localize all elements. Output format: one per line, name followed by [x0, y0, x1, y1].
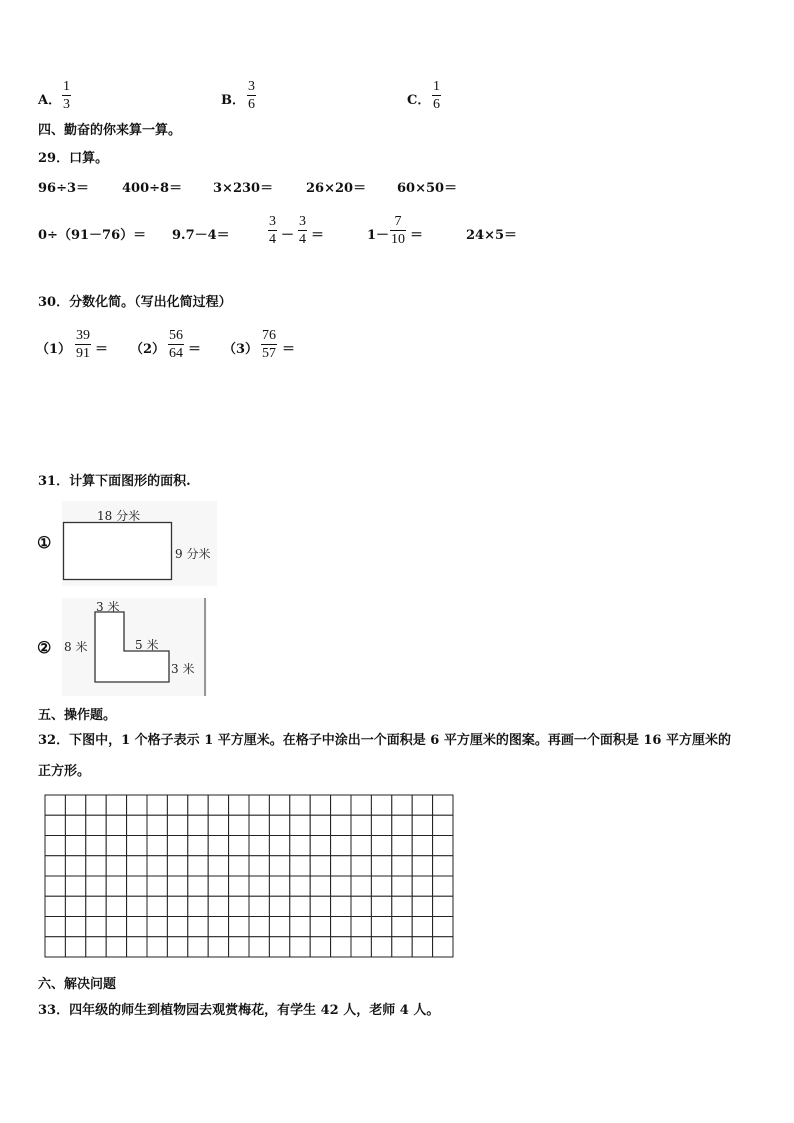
grid-cell[interactable]	[310, 856, 330, 876]
q29-frac-b	[298, 213, 307, 248]
q29-expr-1: 96÷3＝	[38, 181, 90, 196]
grid-cell[interactable]	[310, 876, 330, 896]
grid-cell[interactable]	[188, 876, 208, 896]
q30-frac-3-den: 57	[262, 346, 276, 361]
grid-cell[interactable]	[188, 896, 208, 916]
section-5-title: 五、操作题。	[38, 708, 117, 723]
grid-cell[interactable]	[249, 937, 269, 957]
grid-cell[interactable]	[269, 856, 289, 876]
fig1-rectangle-figure	[62, 501, 217, 586]
q29-expr-3: 3×230＝	[213, 181, 274, 196]
grid-cell[interactable]	[371, 917, 391, 937]
q30-frac-2-num: 56	[169, 328, 183, 343]
grid-cell[interactable]	[188, 917, 208, 937]
grid-cell[interactable]	[249, 876, 269, 896]
grid-cell[interactable]	[45, 856, 65, 876]
grid-cell[interactable]	[188, 856, 208, 876]
choice-b-denominator: 6	[248, 97, 255, 112]
grid-cell[interactable]	[86, 815, 106, 835]
grid-cell[interactable]	[167, 917, 187, 937]
grid-cell[interactable]	[290, 795, 310, 815]
grid-cell[interactable]	[269, 917, 289, 937]
grid-cell[interactable]	[188, 937, 208, 957]
grid-cell[interactable]	[167, 815, 187, 835]
grid-cell[interactable]	[331, 836, 351, 856]
grid-cell[interactable]	[269, 815, 289, 835]
q32-line-2: 正方形。	[38, 764, 91, 779]
grid-cell[interactable]	[106, 876, 126, 896]
grid-cell[interactable]	[45, 836, 65, 856]
grid-cell[interactable]	[412, 795, 432, 815]
grid-cell[interactable]	[310, 917, 330, 937]
grid-cell[interactable]	[249, 856, 269, 876]
grid-cell[interactable]	[127, 896, 147, 916]
grid-cell[interactable]	[310, 815, 330, 835]
grid-cell[interactable]	[127, 876, 147, 896]
grid-cell[interactable]	[167, 937, 187, 957]
grid-cell[interactable]	[188, 836, 208, 856]
grid-cell[interactable]	[392, 937, 412, 957]
grid-cell[interactable]	[127, 815, 147, 835]
grid-cell[interactable]	[412, 896, 432, 916]
choice-a-letter: A．	[38, 93, 62, 108]
grid-cell[interactable]	[45, 917, 65, 937]
grid-cell[interactable]	[65, 795, 85, 815]
grid-cell[interactable]	[208, 876, 228, 896]
grid-cell[interactable]	[167, 896, 187, 916]
grid-cell[interactable]	[290, 836, 310, 856]
grid-cell[interactable]	[331, 795, 351, 815]
grid-cell[interactable]	[290, 876, 310, 896]
section-6-title: 六、解决问题	[38, 977, 117, 992]
grid-cell[interactable]	[310, 795, 330, 815]
grid-cell[interactable]	[371, 815, 391, 835]
grid-cell[interactable]	[392, 917, 412, 937]
grid-cell[interactable]	[249, 917, 269, 937]
grid-cell[interactable]	[351, 876, 371, 896]
q29-one-minus: 1－	[367, 228, 390, 243]
q29-title: 29．口算。	[38, 151, 109, 166]
grid-cell[interactable]	[351, 795, 371, 815]
grid-cell[interactable]	[371, 896, 391, 916]
grid-cell[interactable]	[351, 815, 371, 835]
grid-cell[interactable]	[106, 856, 126, 876]
choice-b-fraction	[247, 78, 256, 113]
grid-cell[interactable]	[45, 795, 65, 815]
grid-cell[interactable]	[127, 795, 147, 815]
grid-cell[interactable]	[269, 896, 289, 916]
grid-cell[interactable]	[229, 937, 249, 957]
grid-cell[interactable]	[208, 856, 228, 876]
grid-cell[interactable]	[106, 937, 126, 957]
grid-cell[interactable]	[86, 876, 106, 896]
grid-cell[interactable]	[45, 896, 65, 916]
grid-cell[interactable]	[269, 836, 289, 856]
grid-cell[interactable]	[188, 815, 208, 835]
q29-frac-c-den: 10	[391, 232, 405, 247]
grid-cell[interactable]	[351, 896, 371, 916]
grid-cell[interactable]	[290, 937, 310, 957]
grid-cell[interactable]	[229, 815, 249, 835]
grid-cell[interactable]	[127, 917, 147, 937]
grid-cell[interactable]	[351, 917, 371, 937]
grid-cell[interactable]	[269, 795, 289, 815]
q29-frac-a-num: 3	[269, 214, 276, 229]
grid-cell[interactable]	[392, 836, 412, 856]
q30-title: 30．分数化简。（写出化简过程）	[38, 295, 232, 310]
grid-cell[interactable]	[167, 795, 187, 815]
grid-cell[interactable]	[310, 937, 330, 957]
grid-cell[interactable]	[290, 896, 310, 916]
grid-cell[interactable]	[412, 856, 432, 876]
grid-cell[interactable]	[147, 795, 167, 815]
choice-b-numerator: 3	[248, 79, 255, 94]
grid-cell[interactable]	[412, 836, 432, 856]
grid-cell[interactable]	[188, 795, 208, 815]
grid-cell[interactable]	[147, 917, 167, 937]
q30-frac-1-num: 39	[76, 328, 90, 343]
grid-cell[interactable]	[433, 836, 453, 856]
grid-cell[interactable]	[412, 815, 432, 835]
q29-frac-b-num: 3	[299, 214, 306, 229]
grid-cell[interactable]	[249, 795, 269, 815]
grid-cell[interactable]	[229, 917, 249, 937]
grid-cell[interactable]	[147, 896, 167, 916]
choice-b-letter: B．	[221, 93, 245, 108]
grid-cell[interactable]	[229, 876, 249, 896]
section-4-title: 四、勤奋的你来算一算。	[38, 123, 182, 138]
q29-frac-a-den: 4	[269, 232, 276, 247]
grid-cell[interactable]	[412, 937, 432, 957]
fig1-rect	[64, 523, 172, 580]
fig2-marker: ②	[37, 638, 52, 657]
q30-eq-3: ＝	[282, 342, 296, 357]
grid-cell[interactable]	[371, 836, 391, 856]
choice-c-fraction	[432, 78, 441, 113]
grid-cell[interactable]	[65, 836, 85, 856]
grid-cell[interactable]	[249, 815, 269, 835]
grid-cell[interactable]	[208, 937, 228, 957]
q32-line-1: 32．下图中，1 个格子表示 1 平方厘米。在格子中涂出一个面积是 6 平方厘米的图案。再画一个面积是 16 平方厘米的	[38, 733, 731, 748]
grid-cell[interactable]	[371, 937, 391, 957]
grid-cell[interactable]	[208, 896, 228, 916]
q31-title: 31．计算下面图形的面积.	[38, 474, 191, 489]
grid-cell[interactable]	[106, 917, 126, 937]
grid-cell[interactable]	[351, 856, 371, 876]
grid-cell[interactable]	[127, 937, 147, 957]
grid-cell[interactable]	[249, 836, 269, 856]
q30-frac-3	[261, 327, 277, 362]
q30-frac-2-den: 64	[169, 346, 183, 361]
q29-frac-b-den: 4	[299, 232, 306, 247]
grid-cell[interactable]	[45, 876, 65, 896]
grid-cell[interactable]	[433, 876, 453, 896]
q30-label-1: （1）	[36, 342, 72, 357]
fig2-mid-label: 5 米	[135, 638, 159, 652]
grid-cell[interactable]	[371, 876, 391, 896]
grid-cell[interactable]	[331, 876, 351, 896]
fig2-l-shape-figure	[62, 598, 207, 696]
fig1-side-label: 9 分米	[175, 547, 211, 561]
q29-eq-3: ＝	[311, 228, 325, 243]
grid-cell[interactable]	[392, 896, 412, 916]
grid-cell[interactable]	[269, 937, 289, 957]
grid-cell[interactable]	[65, 896, 85, 916]
grid-cell[interactable]	[106, 896, 126, 916]
grid-cell[interactable]	[392, 856, 412, 876]
grid-cell[interactable]	[229, 856, 249, 876]
grid-cell[interactable]	[412, 876, 432, 896]
grid-cell[interactable]	[127, 836, 147, 856]
q30-frac-1-den: 91	[76, 346, 90, 361]
grid-cell[interactable]	[433, 795, 453, 815]
grid-cell[interactable]	[249, 896, 269, 916]
grid-cell[interactable]	[433, 917, 453, 937]
grid-cell[interactable]	[331, 815, 351, 835]
grid-cell[interactable]	[290, 856, 310, 876]
q30-frac-3-num: 76	[262, 328, 276, 343]
fig2-right-label: 3 米	[171, 662, 195, 676]
grid-cell[interactable]	[351, 836, 371, 856]
grid-cell[interactable]	[147, 815, 167, 835]
fig1-marker: ①	[37, 533, 52, 552]
q30-eq-1: ＝	[95, 342, 109, 357]
grid-cell[interactable]	[269, 876, 289, 896]
grid-cell[interactable]	[86, 917, 106, 937]
choice-c-numerator: 1	[433, 79, 440, 94]
grid-cell[interactable]	[433, 856, 453, 876]
grid-cell[interactable]	[371, 856, 391, 876]
grid-cell[interactable]	[433, 937, 453, 957]
grid-cell[interactable]	[86, 836, 106, 856]
grid-cell[interactable]	[331, 896, 351, 916]
q29-frac-a	[268, 213, 277, 248]
grid-cell[interactable]	[290, 815, 310, 835]
grid-cell[interactable]	[147, 876, 167, 896]
grid-cell[interactable]	[208, 917, 228, 937]
q29-minus: －	[281, 228, 295, 243]
grid-cell[interactable]	[106, 836, 126, 856]
grid-cell[interactable]	[331, 856, 351, 876]
grid-cell[interactable]	[147, 836, 167, 856]
grid-cell[interactable]	[208, 815, 228, 835]
grid-cell[interactable]	[229, 836, 249, 856]
grid-cell[interactable]	[208, 836, 228, 856]
grid-cell[interactable]	[167, 856, 187, 876]
grid-cell[interactable]	[86, 795, 106, 815]
grid-cell[interactable]	[208, 795, 228, 815]
grid-cell[interactable]	[229, 896, 249, 916]
choice-a-denominator: 3	[63, 97, 70, 112]
grid-cell[interactable]	[229, 795, 249, 815]
fig2-left-label: 8 米	[64, 640, 88, 654]
q29-expr-7: 9.7－4＝	[172, 228, 230, 243]
grid-cell[interactable]	[147, 856, 167, 876]
grid-cell[interactable]	[392, 795, 412, 815]
q30-frac-1	[75, 327, 91, 362]
grid-cell[interactable]	[45, 815, 65, 835]
grid-cell[interactable]	[310, 896, 330, 916]
grid-cell[interactable]	[65, 856, 85, 876]
grid-cell[interactable]	[86, 856, 106, 876]
grid-cell[interactable]	[331, 917, 351, 937]
grid-cell[interactable]	[86, 937, 106, 957]
choice-c-denominator: 6	[433, 97, 440, 112]
q33-text: 33．四年级的师生到植物园去观赏梅花，有学生 42 人，老师 4 人。	[38, 1003, 440, 1018]
grid-cell[interactable]	[167, 836, 187, 856]
fig1-top-label: 18 分米	[97, 509, 141, 523]
grid-cell[interactable]	[147, 937, 167, 957]
q29-expr-4: 26×20＝	[306, 181, 367, 196]
q29-expr-6: 0÷（91－76）＝	[38, 228, 147, 243]
choice-c-letter: C．	[407, 93, 431, 108]
grid-cell[interactable]	[371, 795, 391, 815]
grid-cell[interactable]	[65, 815, 85, 835]
grid-cell[interactable]	[412, 917, 432, 937]
grid-cell[interactable]	[331, 937, 351, 957]
grid-cell[interactable]	[290, 917, 310, 937]
grid-cell[interactable]	[127, 856, 147, 876]
q29-expr-5: 60×50＝	[397, 181, 458, 196]
grid-cell[interactable]	[433, 815, 453, 835]
fig2-top-label: 3 米	[96, 600, 120, 614]
q30-eq-2: ＝	[188, 342, 202, 357]
grid-cell[interactable]	[310, 836, 330, 856]
grid-cell[interactable]	[351, 937, 371, 957]
q29-expr-10: 24×5＝	[466, 228, 518, 243]
grid-cell[interactable]	[106, 795, 126, 815]
q30-frac-2	[168, 327, 184, 362]
grid-cell[interactable]	[392, 876, 412, 896]
q30-label-2: （2）	[130, 342, 166, 357]
grid-cell[interactable]	[65, 876, 85, 896]
grid-cell[interactable]	[433, 896, 453, 916]
grid-cell[interactable]	[65, 917, 85, 937]
grid-cell[interactable]	[167, 876, 187, 896]
square-grid[interactable]	[44, 794, 456, 960]
q29-expr-2: 400÷8＝	[122, 181, 183, 196]
grid-cell[interactable]	[392, 815, 412, 835]
grid-cell[interactable]	[45, 937, 65, 957]
q29-frac-c-num: 7	[394, 214, 402, 229]
grid-cell[interactable]	[65, 937, 85, 957]
q29-frac-c	[390, 213, 406, 248]
grid-cell[interactable]	[86, 896, 106, 916]
q29-eq-4: ＝	[410, 228, 424, 243]
choice-a-numerator: 1	[63, 79, 70, 94]
grid-cell[interactable]	[106, 815, 126, 835]
q30-label-3: （3）	[223, 342, 259, 357]
choice-a-fraction	[62, 78, 71, 113]
